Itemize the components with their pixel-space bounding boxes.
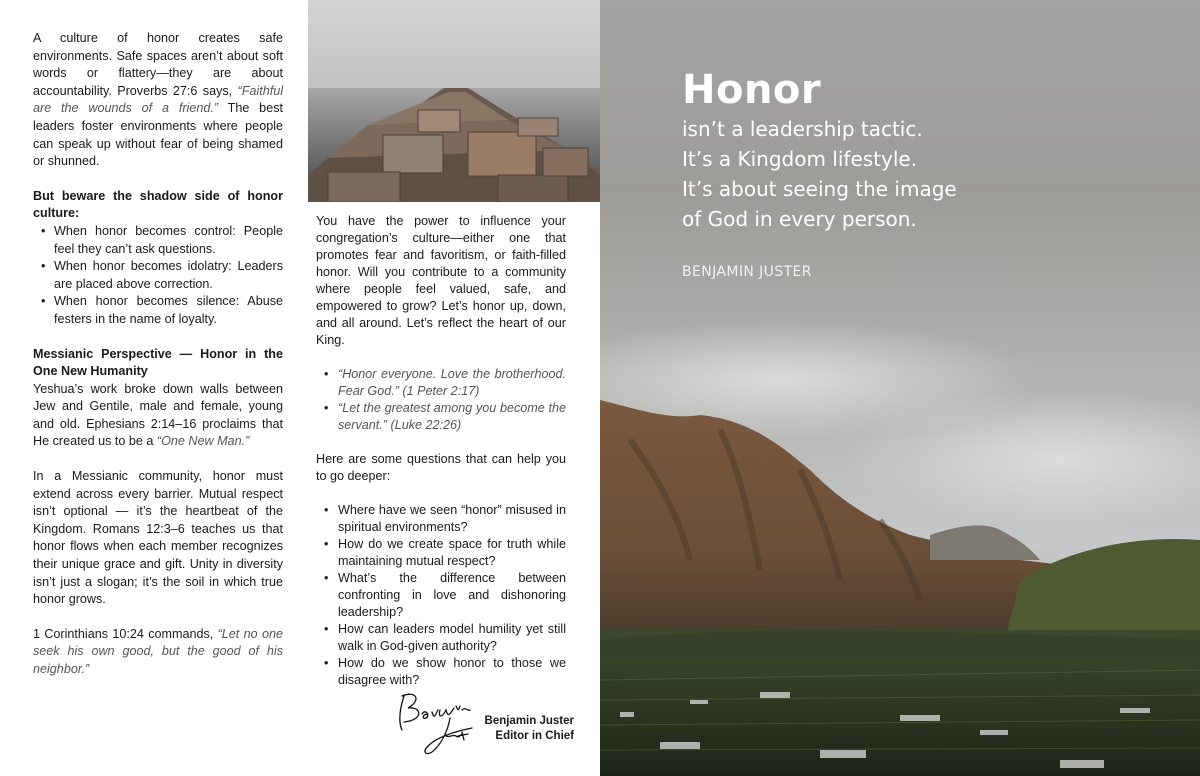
hero-line: of God in every person. (682, 207, 917, 231)
column-left (33, 30, 283, 679)
messianic-heading: Messianic Perspective — Honor in the One New Humanity (33, 346, 283, 379)
shadow-item: • When honor becomes control: People feel they can’t ask questions. (33, 223, 283, 258)
messianic-text: Yeshua’s work broke down walls between Jew and Gentile, male and female, young and old. Ephesians 2:14–16 proclaims that He created us to be a (33, 381, 283, 449)
scripture-ref: (1 Peter 2:17) (398, 384, 480, 398)
community-paragraph: In a Messianic community, honor must extend across every barrier. Mutual respect isn’t optional — it’s the heartbeat of the Kingdom. Romans 12:3–6 teaches us that honor flows when each member recognizes their unique grace and gift. Unity in diversity isn’t just a slogan; it’s the soil in which true honor grows. (33, 469, 283, 607)
intro-paragraph (33, 30, 283, 171)
question-item: • How can leaders model humility yet still walk in God-given authority? (316, 621, 566, 655)
one-new-man-quote: “One New Man.” (156, 434, 250, 449)
hero-line: It’s a Kingdom lifestyle. (682, 147, 918, 171)
hero-quote (682, 66, 1182, 234)
question-item: • How do we create space for truth while maintaining mutual respect? (316, 536, 566, 570)
shadow-item: • When honor becomes silence: Abuse festers in the name of loyalty. (33, 293, 283, 328)
hero-title: Honor (682, 67, 822, 113)
scripture-item (316, 400, 566, 434)
handwritten-signature (392, 688, 484, 758)
signature-title: Editor in Chief (495, 730, 574, 742)
messianic-paragraph (33, 381, 283, 451)
scripture-ref: (Luke 22:26) (387, 418, 462, 432)
signature-block (482, 714, 574, 744)
intro-text-end: The best leaders foster environments where people can speak up without fear of being shamed or shunned. (33, 101, 283, 169)
pier-photo (308, 0, 600, 202)
scripture-quote: “Honor everyone. Love the brotherhood. Fear God.” (338, 367, 566, 398)
shadow-item: • When honor becomes idolatry: Leaders are placed above correction. (33, 258, 283, 293)
column-middle (316, 213, 566, 689)
corinthians-quote: “Let no one seek his own good, but the good of his neighbor.” (33, 626, 283, 676)
scripture-item (316, 366, 566, 400)
scripture-quote: “Let the greatest among you become the servant.” (338, 401, 566, 432)
proverbs-quote: “Faithful are the wounds of a friend.” (33, 83, 283, 116)
question-item: • How do we show honor to those we disagree with? (316, 655, 566, 689)
question-item: • Where have we seen “honor” misused in spiritual environments? (316, 502, 566, 536)
corinthians-text: 1 Corinthians 10:24 commands, (33, 626, 218, 641)
signature-name: Benjamin Juster (484, 715, 574, 727)
shadow-heading: But beware the shadow side of honor culture: (33, 188, 283, 221)
questions-list (316, 502, 566, 689)
hero-line: It’s about seeing the image (682, 177, 957, 201)
hero-author: BENJAMIN JUSTER (682, 264, 812, 280)
scripture-list (316, 366, 566, 434)
hero-line: isn’t a leadership tactic. (682, 117, 923, 141)
power-paragraph: You have the power to influence your congregation’s culture—either one that promotes fear and favoritism, or faith-filled honor. Will you contribute to a community where people feel valued, safe, and empowered to grow? Let’s honor up, down, and all around. Let’s reflect the heart of our King. (316, 214, 566, 347)
shadow-list (33, 223, 283, 329)
intro-text: A culture of honor creates safe environments. Safe spaces aren’t about soft words or flattery—they are about accountability. Proverbs 27:6 says, (33, 31, 283, 98)
questions-intro: Here are some questions that can help you to go deeper: (316, 452, 566, 483)
question-item: • What’s the difference between confronting in love and dishonoring leadership? (316, 570, 566, 621)
corinthians-paragraph (33, 626, 283, 679)
